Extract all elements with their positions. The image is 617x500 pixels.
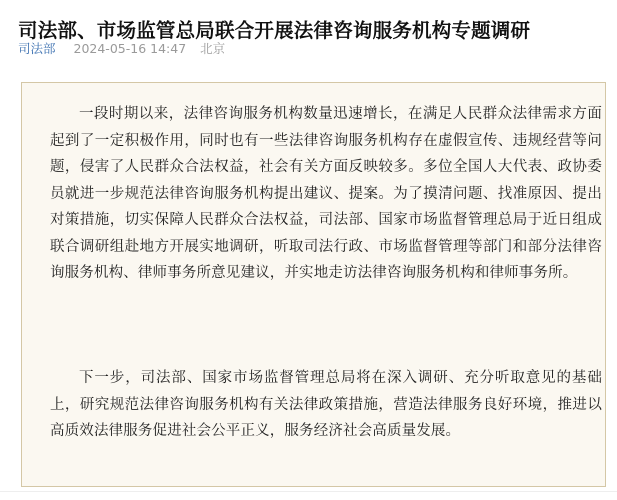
article-paragraph-1: 一段时期以来，法律咨询服务机构数量迅速增长，在满足人民群众法律需求方面起到了一定积极作用，同时也有一些法律咨询服务机构存在虚假宣传、违规经营等问题，侵害了人民群众合法权益，社会有关方面反映较多。多位全国人大代表、政协委员就进一步规范法律咨询服务机构提出建议、提案。为了摸清问题、找准原因、提出对策措施，切实保障人民群众合法权益，司法部、国家市场监督管理总局于近日组成联合调研组赴地方开展实地调研，听取司法行政、市场监督管理等部门和部分法律咨询服务机构、律师事务所意见建议，并实地走访法律咨询服务机构和律师事务所。 [50,106,602,281]
bottom-divider [0,491,617,492]
article-body [21,82,606,487]
article-meta [18,40,225,58]
article-paragraph-2: 下一步，司法部、国家市场监督管理总局将在深入调研、充分听取意见的基础上，研究规范法律咨询服务机构有关法律政策措施，营造法律服务良好环境，推进以高质效法律服务促进社会公平正义，服务经济社会高质量发展。 [50,370,602,439]
article-datetime: 2024-05-16 14:47 [73,41,187,56]
article-title: 司法部、市场监管总局联合开展法律咨询服务机构专题调研 [18,19,531,43]
article-source-link[interactable]: 司法部 [18,41,56,56]
article-location: 北京 [200,41,226,56]
